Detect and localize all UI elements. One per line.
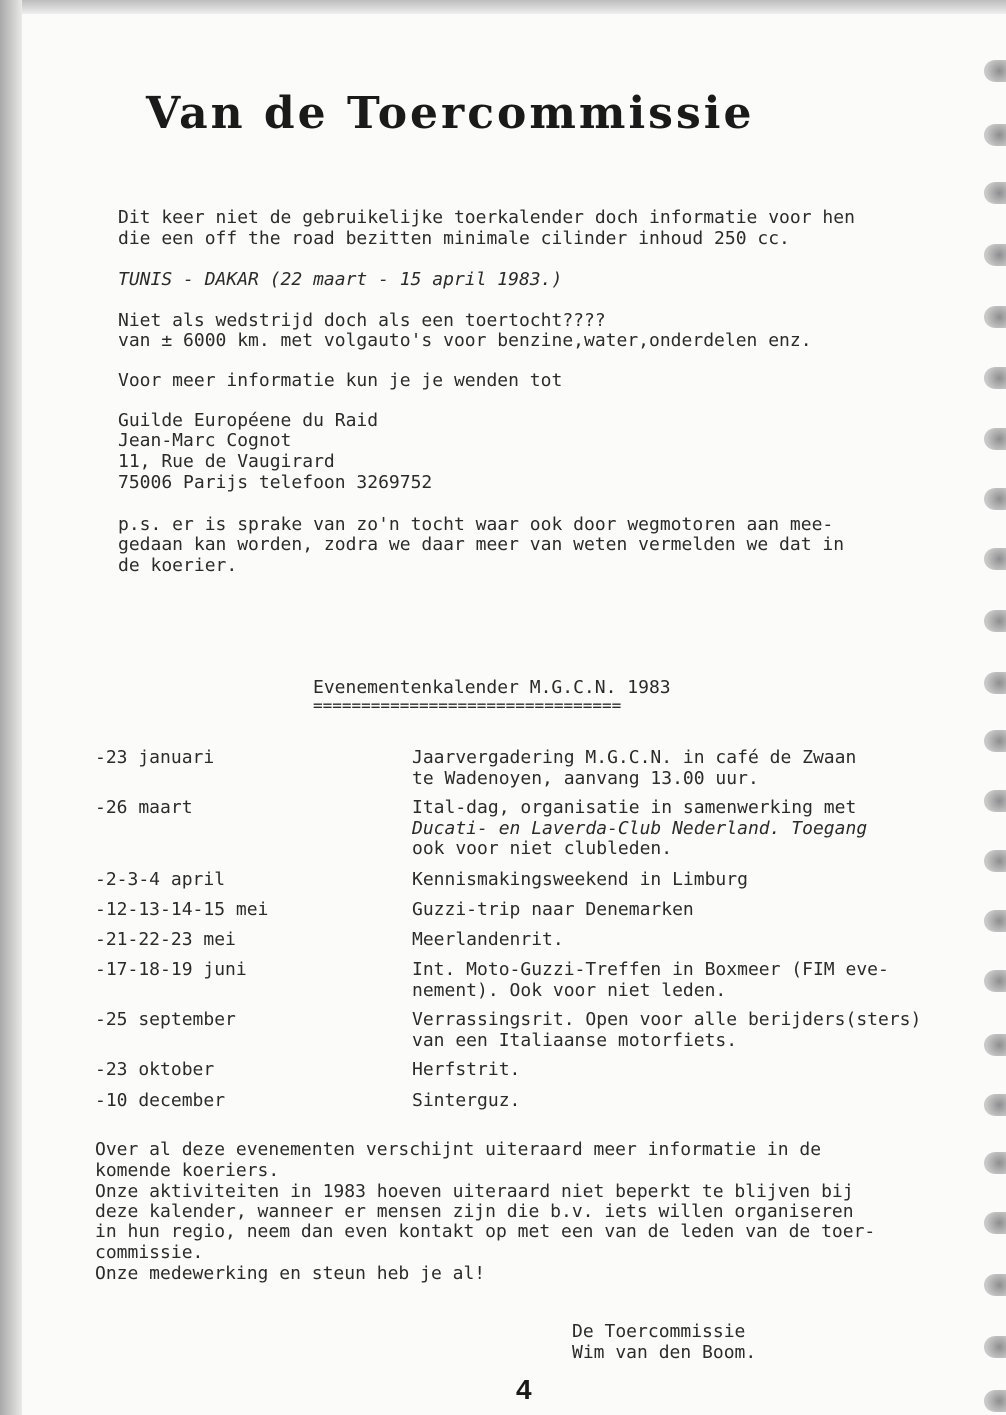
closing-line-2: komende koeriers. [95, 1160, 280, 1181]
binder-hole [984, 367, 1006, 389]
page-title: Van de Toercommissie [146, 88, 755, 139]
rally-info-line-2: van ± 6000 km. met volgauto's voor benzine,water,onderdelen enz. [118, 330, 812, 351]
event-date: -23 januari [95, 747, 215, 768]
calendar-heading-underline: ================================ [313, 696, 622, 715]
binder-hole [984, 610, 1006, 632]
closing-line-6: commissie. [95, 1242, 204, 1263]
rally-heading: TUNIS - DAKAR (22 maart - 15 april 1983.) [118, 269, 563, 290]
event-description-line: van een Italiaanse motorfiets. [412, 1029, 738, 1051]
contact-intro: Voor meer informatie kun je je wenden tot [118, 370, 563, 391]
event-description-line: ook voor niet clubleden. [412, 838, 673, 859]
event-date: -21-22-23 mei [95, 929, 236, 950]
binder-hole [984, 60, 1006, 82]
binder-hole [984, 790, 1006, 812]
event-description-line: Int. Moto-Guzzi-Treffen in Boxmeer (FIM eve- [412, 959, 889, 980]
signature-line-1: De Toercommissie [572, 1321, 746, 1342]
closing-line-4: deze kalender, wanneer er mensen zijn die b.v. iets willen organiseren [95, 1201, 854, 1222]
event-description-line: nement). Ook voor niet leden. [412, 979, 727, 1001]
event-description-line: Jaarvergadering M.G.C.N. in café de Zwaan [412, 747, 857, 768]
binder-hole [984, 124, 1006, 146]
calendar-heading: Evenementenkalender M.G.C.N. 1983 [313, 677, 671, 698]
closing-line-1: Over al deze evenementen verschijnt uiteraard meer informatie in de [95, 1139, 822, 1160]
event-description-line: Meerlandenrit. [412, 929, 564, 950]
binder-hole [984, 850, 1006, 872]
closing-line-7: Onze medewerking en steun heb je al! [95, 1263, 486, 1284]
page-top-shadow [0, 0, 1006, 14]
ps-line-2: gedaan kan worden, zodra we daar meer van weten vermelden we dat in [118, 534, 845, 555]
signature-line-2: Wim van den Boom. [572, 1342, 757, 1363]
intro-line-1: Dit keer niet de gebruikelijke toerkalender doch informatie voor hen [118, 207, 855, 228]
binder-hole [984, 970, 1006, 992]
address-line-1: Guilde Européene du Raid [118, 410, 379, 431]
page-number: 4 [516, 1374, 532, 1405]
binder-hole [984, 1336, 1006, 1358]
rally-info-line-1: Niet als wedstrijd doch als een toertocht???? [118, 310, 606, 331]
event-description-line: Guzzi-trip naar Denemarken [412, 899, 694, 920]
event-date: -26 maart [95, 797, 193, 818]
binder-hole [984, 1274, 1006, 1296]
binder-hole [984, 182, 1006, 204]
event-date: -2-3-4 april [95, 869, 226, 890]
event-description-line: Kennismakingsweekend in Limburg [412, 869, 748, 890]
binder-hole [984, 1390, 1006, 1412]
binder-hole [984, 1034, 1006, 1056]
ps-line-3: de koerier. [118, 555, 238, 576]
event-description-line: Sinterguz. [412, 1090, 521, 1111]
binder-hole [984, 1212, 1006, 1234]
binder-hole [984, 488, 1006, 510]
binder-hole [984, 1152, 1006, 1174]
event-date: -10 december [95, 1090, 226, 1111]
event-date: -23 oktober [95, 1059, 215, 1080]
binder-hole [984, 672, 1006, 694]
binder-hole [984, 244, 1006, 266]
closing-line-3: Onze aktiviteiten in 1983 hoeven uiteraard niet beperkt te blijven bij [95, 1181, 854, 1202]
event-description-line: Herfstrit. [412, 1059, 521, 1080]
address-line-3: 11, Rue de Vaugirard [118, 451, 335, 472]
event-description-line: te Wadenoyen, aanvang 13.00 uur. [412, 767, 759, 789]
address-line-2: Jean-Marc Cognot [118, 430, 292, 451]
binder-hole [984, 1094, 1006, 1116]
event-description-line: Ducati- en Laverda-Club Nederland. Toegang [412, 817, 868, 839]
binder-hole [984, 306, 1006, 328]
binder-hole [984, 548, 1006, 570]
intro-line-2: die een off the road bezitten minimale cilinder inhoud 250 cc. [118, 228, 790, 249]
event-description-line: Ital-dag, organisatie in samenwerking met [412, 797, 857, 818]
event-date: -25 september [95, 1009, 236, 1030]
closing-line-5: in hun regio, neem dan even kontakt op met een van de leden van de toer- [95, 1221, 876, 1242]
binder-hole [984, 910, 1006, 932]
binder-hole [984, 730, 1006, 752]
ps-line-1: p.s. er is sprake van zo'n tocht waar ook door wegmotoren aan mee- [118, 514, 834, 535]
event-date: -17-18-19 juni [95, 959, 247, 980]
binder-hole [984, 428, 1006, 450]
event-description-line: Verrassingsrit. Open voor alle berijders(sters) [412, 1009, 922, 1030]
address-line-4: 75006 Parijs telefoon 3269752 [118, 472, 433, 493]
event-date: -12-13-14-15 mei [95, 899, 269, 920]
page-left-shadow [0, 0, 22, 1415]
